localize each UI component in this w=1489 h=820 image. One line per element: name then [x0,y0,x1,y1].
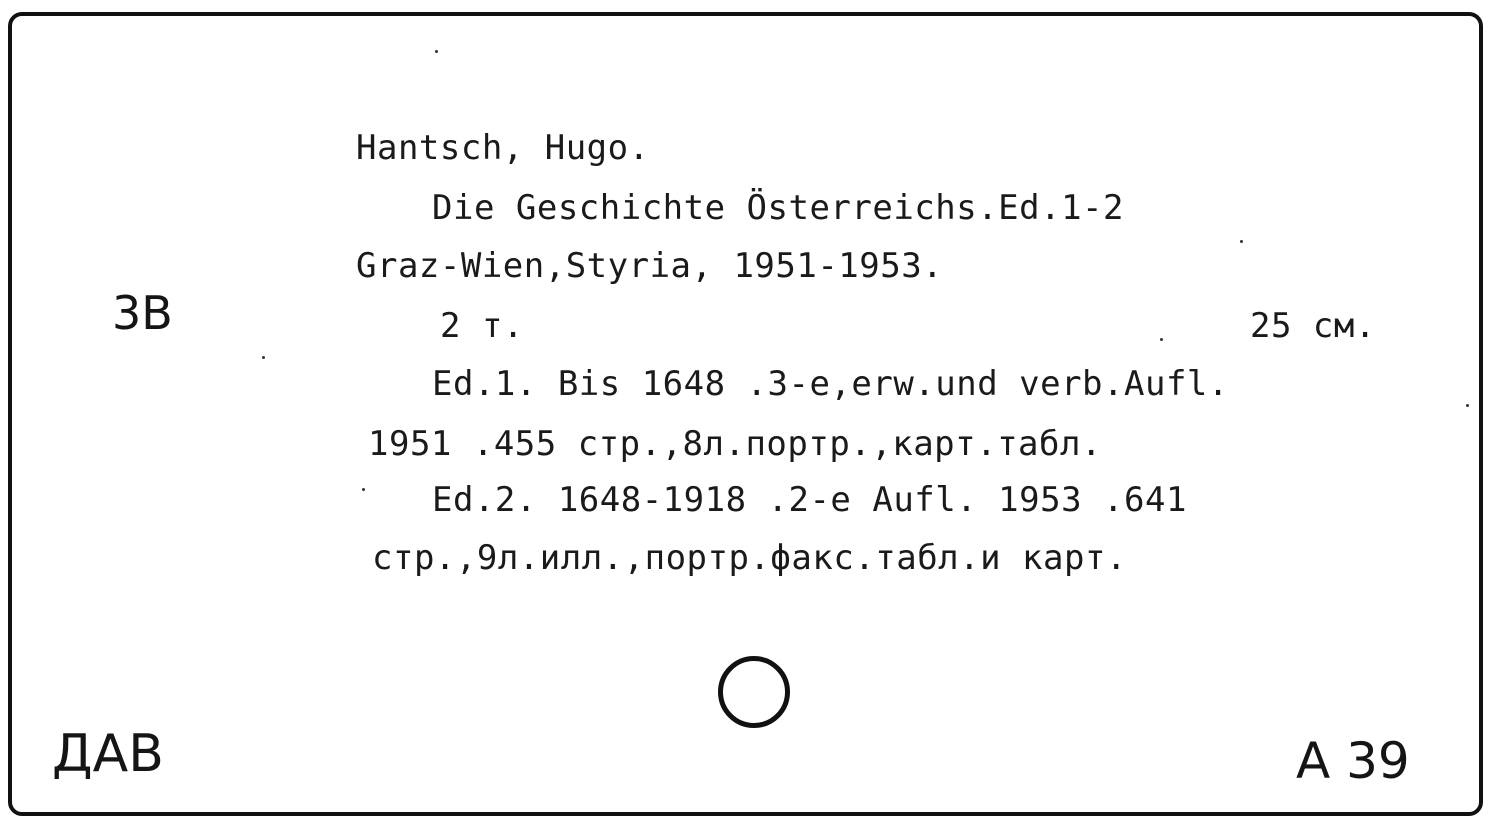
size-note: 25 см. [1250,306,1376,346]
bottom-left-mark: ДАВ [52,724,164,784]
speck [1160,338,1163,341]
speck [1466,404,1469,407]
speck [1240,240,1243,243]
volume2-line2: стр.,9л.илл.,портр.факс.табл.и карт. [372,538,1127,578]
volume1-line2: 1951 .455 стр.,8л.портр.,карт.табл. [368,424,1102,464]
volume1-line1: Ed.1. Bis 1648 .3-e,erw.und verb.Aufl. [432,364,1229,404]
rod-hole [718,656,790,728]
imprint-line: Graz-Wien,Styria, 1951-1953. [356,246,944,286]
bottom-right-mark: А 39 [1296,732,1410,790]
speck [435,50,438,53]
speck [262,356,265,359]
volumes-count: 2 т. [440,306,524,346]
title-line: Die Geschichte Österreichs.Ed.1-2 [432,188,1125,228]
speck [362,488,365,491]
shelf-mark: 3B [112,286,173,340]
volume2-line1: Ed.2. 1648-1918 .2-e Aufl. 1953 .641 [432,480,1187,520]
author-line: Hantsch, Hugo. [356,128,650,168]
